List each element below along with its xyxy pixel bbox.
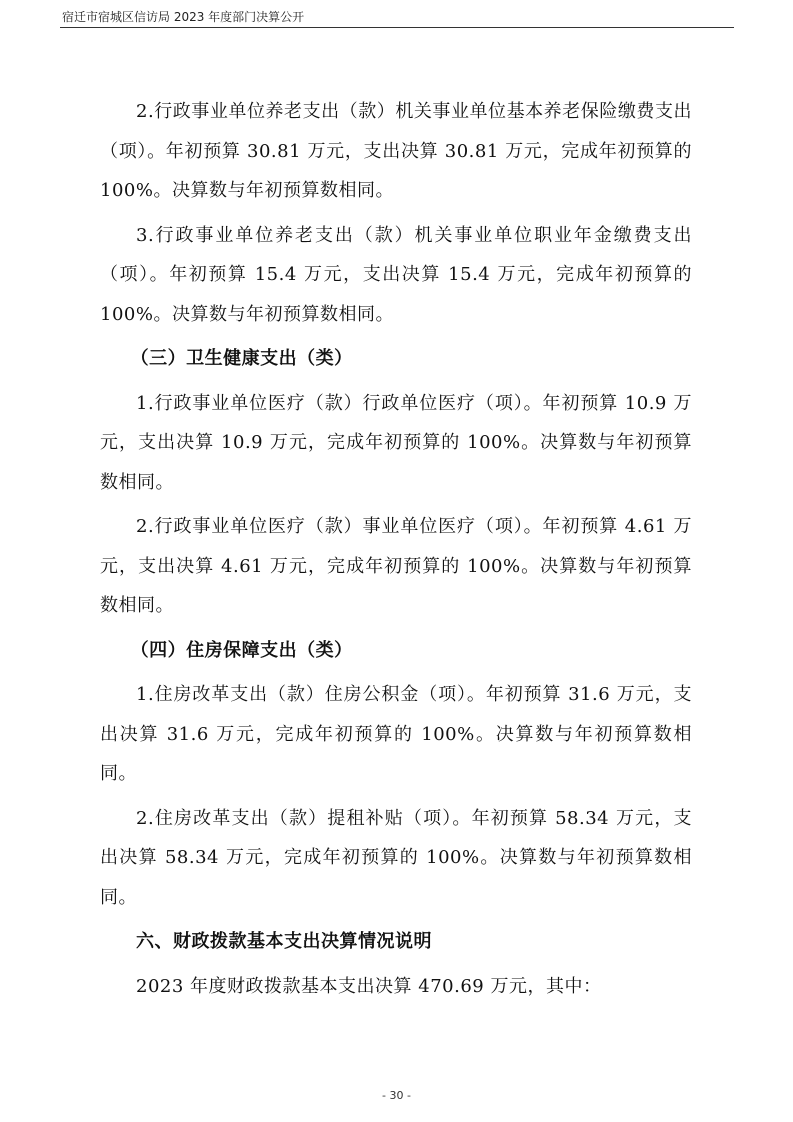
heading-section-six: 六、财政拨款基本支出决算情况说明 bbox=[136, 931, 432, 952]
paragraph-housing-fund: 1.住房改革支出（款）住房公积金（项）。年初预算 31.6 万元，支出决算 31.6 万元，完成年初预算的 100%。决算数与年初预算数相同。 bbox=[100, 684, 692, 784]
paragraph-admin-medical: 1.行政事业单位医疗（款）行政单位医疗（项）。年初预算 10.9 万元，支出决算 10.9 万元，完成年初预算的 100%。决算数与年初预算数相同。 bbox=[100, 392, 692, 493]
heading-housing-expenditure: （四）住房保障支出（类） bbox=[130, 639, 353, 661]
paragraph-rent-subsidy: 2.住房改革支出（款）提租补贴（项）。年初预算 58.34 万元，支出决算 58.34 万元，完成年初预算的 100%。决算数与年初预算数相同。 bbox=[100, 807, 692, 908]
heading-health-expenditure: （三）卫生健康支出（类） bbox=[130, 348, 353, 369]
running-header: 宿迁市宿城区信访局 2023 年度部门决算公开 bbox=[62, 10, 305, 24]
paragraph-pension-annuity: 3.行政事业单位养老支出（款）机关事业单位职业年金缴费支出（项）。年初预算 15.4 万元，支出决算 15.4 万元，完成年初预算的 100%。决算数与年初预算数相同。 bbox=[100, 224, 692, 325]
header-divider bbox=[60, 27, 734, 28]
paragraph-basic-expenditure-total: 2023 年度财政拨款基本支出决算 470.69 万元，其中： bbox=[136, 975, 602, 997]
paragraph-institution-medical: 2.行政事业单位医疗（款）事业单位医疗（项）。年初预算 4.61 万元，支出决算 4.61 万元，完成年初预算的 100%。决算数与年初预算数相同。 bbox=[100, 516, 692, 616]
paragraph-pension-basic: 2.行政事业单位养老支出（款）机关事业单位基本养老保险缴费支出（项）。年初预算 30.81 万元，支出决算 30.81 万元，完成年初预算的 100%。决算数与年初预算数相同。 bbox=[100, 101, 692, 201]
document-body bbox=[100, 92, 692, 1011]
page-number: - 30 - bbox=[382, 1089, 411, 1102]
